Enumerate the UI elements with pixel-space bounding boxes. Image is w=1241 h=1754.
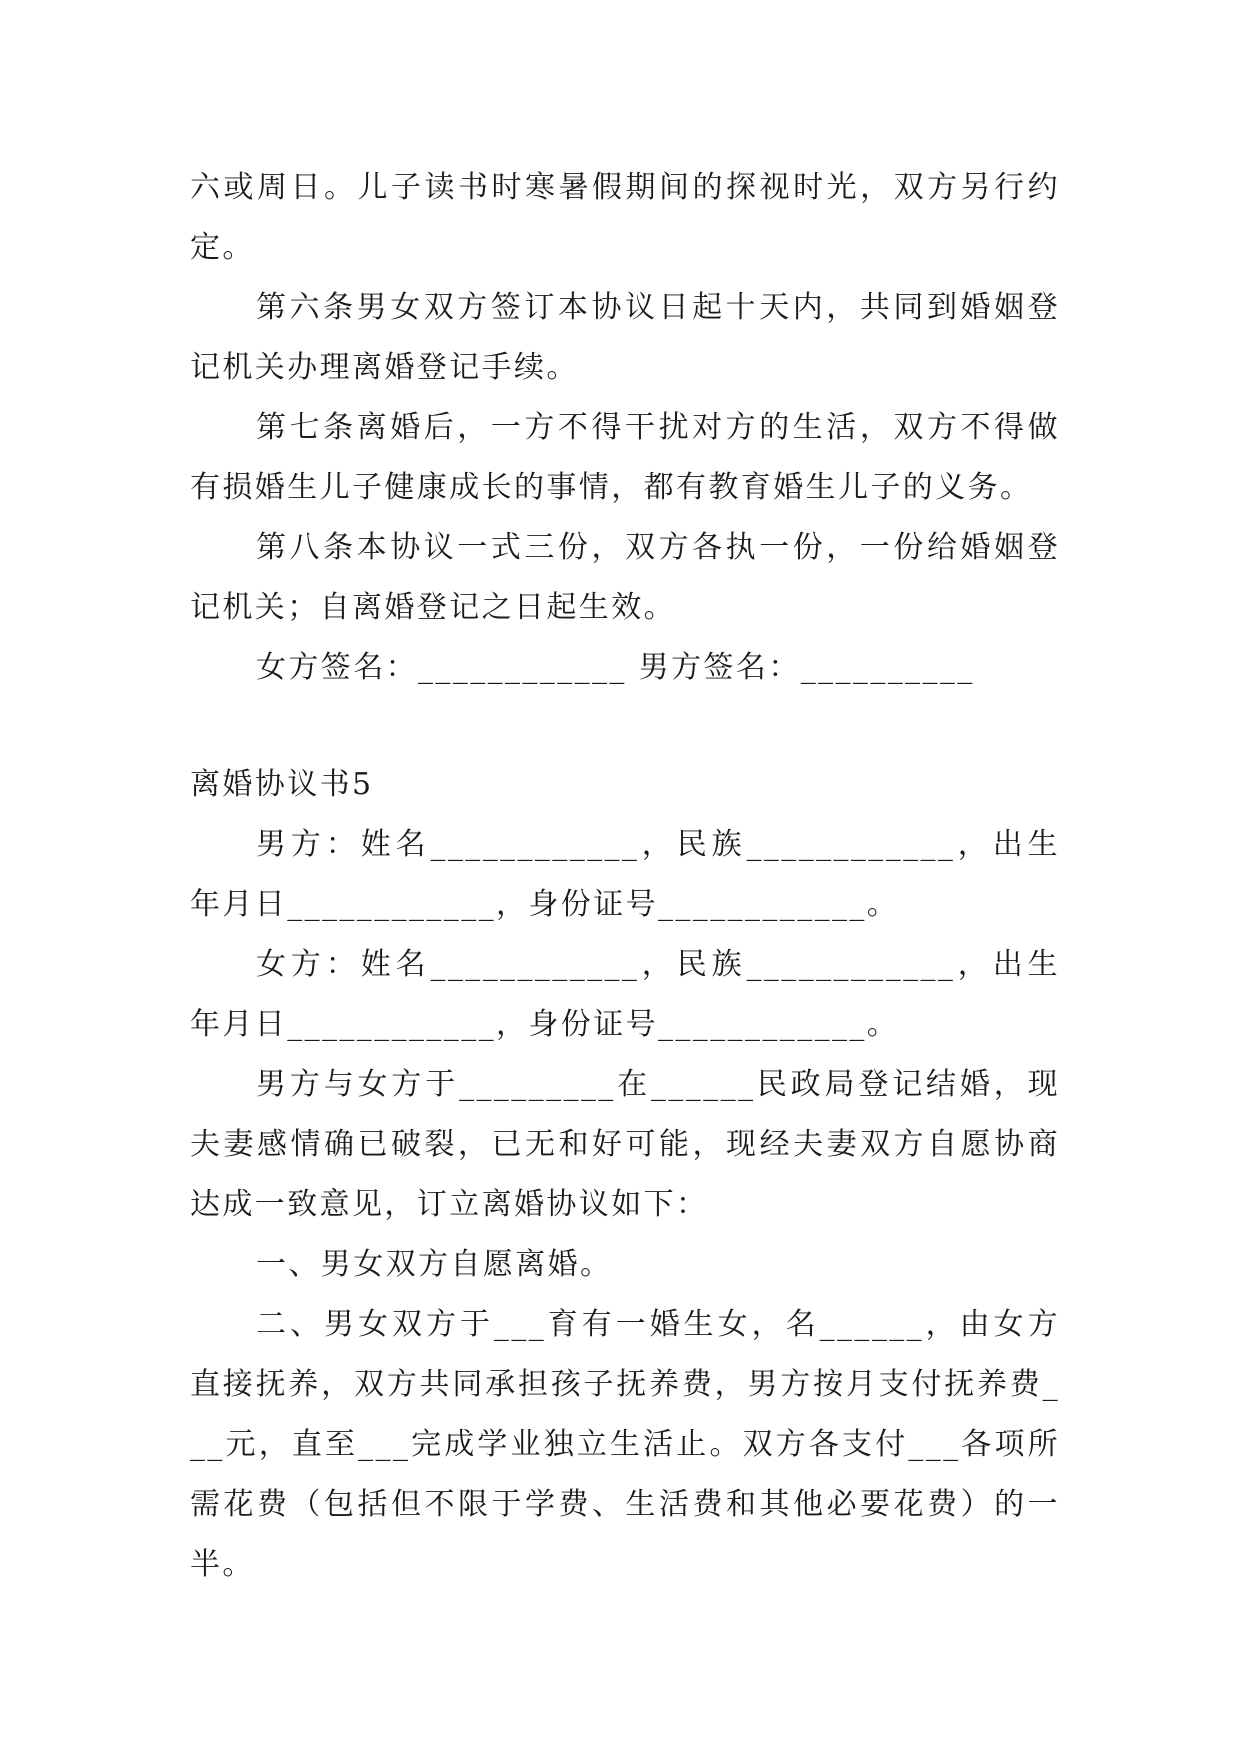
document-body [190,158,1060,1595]
paragraph-man-info: 男方：姓名____________，民族____________，出生年月日____________，身份证号____________。 [190,827,1060,922]
paragraph-woman-info: 女方：姓名____________，民族____________，出生年月日____________，身份证号____________。 [190,947,1060,1042]
signature-line: 女方签名：____________ 男方签名：__________ [256,650,975,685]
paragraph-clause-two: 二、男女双方于___育有一婚生女，名______，由女方直接抚养，双方共同承担孩子抚养费，男方按月支付抚养费___元，直至___完成学业独立生活止。双方各支付___各项所需花费（包括但不限于学费、生活费和其他必要花费）的一半。 [190,1307,1060,1582]
paragraph-continuation: 六或周日。儿子读书时寒暑假期间的探视时光，双方另行约定。 [190,170,1060,265]
paragraph-clause-one: 一、男女双方自愿离婚。 [256,1247,613,1282]
paragraph-article-6: 第六条男女双方签订本协议日起十天内，共同到婚姻登记机关办理离婚登记手续。 [190,290,1060,385]
paragraph-article-8: 第八条本协议一式三份，双方各执一份，一份给婚姻登记机关；自离婚登记之日起生效。 [190,530,1060,625]
paragraph-article-7: 第七条离婚后，一方不得干扰对方的生活，双方不得做有损婚生儿子健康成长的事情，都有教育婚生儿子的义务。 [190,410,1060,505]
section-title: 离婚协议书5 [190,767,374,802]
paragraph-intro: 男方与女方于_________在______民政局登记结婚，现夫妻感情确已破裂，已无和好可能，现经夫妻双方自愿协商达成一致意见，订立离婚协议如下： [190,1067,1060,1222]
